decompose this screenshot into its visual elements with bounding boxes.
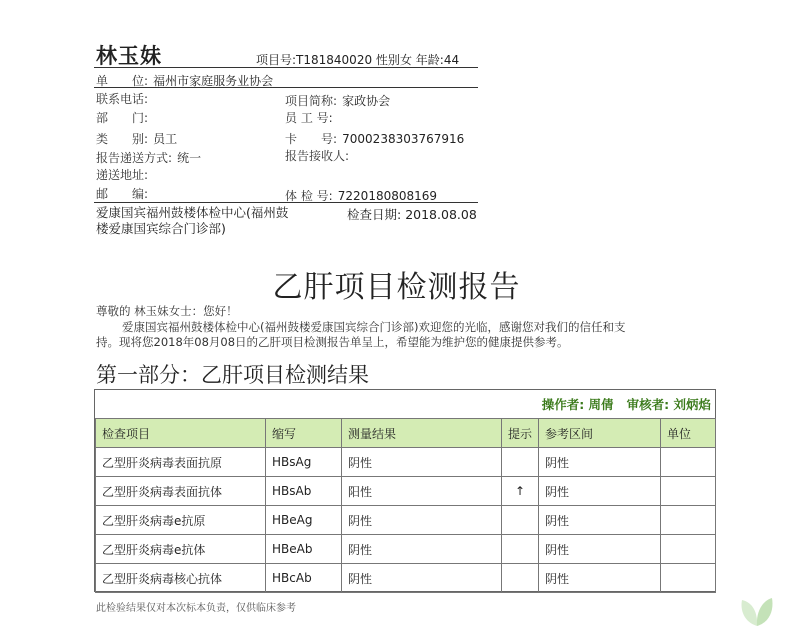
divider	[94, 202, 478, 203]
cell-abbr: HBsAg	[266, 448, 342, 477]
age: 44	[443, 53, 460, 67]
section-title: 第一部分：乙肝项目检测结果	[96, 363, 369, 387]
cell-reference: 阴性	[539, 506, 661, 535]
cell-item: 乙型肝炎病毒表面抗体	[96, 477, 266, 506]
cell-result: 阴性	[342, 535, 502, 564]
cell-hint	[502, 535, 539, 564]
col-header-hint: 提示	[502, 419, 539, 448]
table-row	[96, 477, 716, 506]
patient-name: 林玉妹	[96, 44, 162, 68]
footnote: 此检验结果仅对本次标本负责，仅供临床参考	[96, 603, 296, 614]
reviewer-label: 审核者:	[626, 397, 670, 412]
receiver-label: 报告接收人:	[285, 149, 350, 163]
table-row	[96, 564, 716, 593]
col-header-result: 测量结果	[342, 419, 502, 448]
cell-item: 乙型肝炎病毒e抗原	[96, 506, 266, 535]
body-line-2: 持。现将您2018年08月08日的乙肝项目检测报告单呈上，希望能为维护您的健康提供参考。	[96, 335, 569, 349]
cell-hint	[502, 448, 539, 477]
postcode-label: 邮 编:	[96, 187, 149, 201]
age-label: 年龄:	[415, 53, 444, 67]
cell-result: 阴性	[342, 506, 502, 535]
cell-unit	[661, 535, 716, 564]
cell-abbr: HBeAb	[266, 535, 342, 564]
exam-no-value: 7220180808169	[337, 189, 438, 203]
project-abbr-row	[285, 90, 390, 109]
delivery-value: 统一	[177, 151, 202, 165]
cell-reference: 阴性	[539, 564, 661, 593]
header-info	[256, 51, 459, 68]
cell-unit	[661, 564, 716, 593]
card-label: 卡 号:	[285, 132, 338, 146]
item-no-label: 项目号:	[256, 53, 297, 67]
cell-unit	[661, 506, 716, 535]
leaf-logo-icon	[738, 592, 776, 628]
date-value: 2018.08.08	[405, 207, 477, 222]
reviewer-value: 刘炳焰	[673, 397, 711, 412]
cell-reference: 阴性	[539, 477, 661, 506]
unit-label: 单 位:	[96, 74, 149, 88]
cell-item: 乙型肝炎病毒核心抗体	[96, 564, 266, 593]
category-value: 员工	[153, 132, 178, 146]
operator-label: 操作者:	[541, 397, 585, 412]
unit-value: 福州市家庭服务业协会	[153, 74, 274, 88]
date-label: 检查日期:	[347, 207, 402, 222]
cell-result: 阴性	[342, 564, 502, 593]
cell-hint	[502, 564, 539, 593]
cell-reference: 阴性	[539, 448, 661, 477]
phone-label: 联系电话:	[96, 92, 149, 106]
date-row	[347, 205, 477, 223]
card-row	[285, 128, 464, 147]
table-row	[96, 535, 716, 564]
item-no: T181840020	[296, 53, 373, 67]
col-header-reference: 参考区间	[539, 419, 661, 448]
employee-no-label: 员 工 号:	[285, 111, 333, 125]
col-header-abbr: 缩写	[266, 419, 342, 448]
col-header-item: 检查项目	[96, 419, 266, 448]
col-header-unit: 单位	[661, 419, 716, 448]
cell-unit	[661, 448, 716, 477]
category-row	[96, 128, 177, 147]
cell-abbr: HBeAg	[266, 506, 342, 535]
address-label: 递送地址:	[96, 168, 149, 182]
dept-label: 部 门:	[96, 111, 149, 125]
greeting: 尊敬的 林玉妹女士：您好！	[96, 304, 238, 318]
body-line-1: 爱康国宾福州鼓楼体检中心(福州鼓楼爱康国宾综合门诊部)欢迎您的光临，感谢您对我们的信任和支	[122, 320, 626, 334]
cell-result: 阴性	[342, 448, 502, 477]
operator-line	[542, 395, 711, 413]
category-label: 类 别:	[96, 132, 149, 146]
delivery-label: 报告递送方式:	[96, 151, 173, 165]
cell-hint: ↑	[502, 477, 539, 506]
operator-value: 周倩	[588, 397, 614, 412]
cell-abbr: HBsAb	[266, 477, 342, 506]
exam-center: 爱康国宾福州鼓楼体检中心(福州鼓楼爱康国宾综合门诊部)	[96, 205, 289, 236]
results-panel	[94, 389, 716, 592]
cell-abbr: HBcAb	[266, 564, 342, 593]
gender-label: 性别	[375, 53, 400, 67]
project-abbr-label: 项目简称:	[285, 94, 338, 108]
divider	[94, 67, 478, 68]
cell-hint	[502, 506, 539, 535]
cell-reference: 阴性	[539, 535, 661, 564]
exam-no-label: 体 检 号:	[285, 189, 333, 203]
cell-result: 阳性	[342, 477, 502, 506]
cell-item: 乙型肝炎病毒e抗体	[96, 535, 266, 564]
report-title: 乙肝项目检测报告	[272, 270, 521, 305]
gender: 女	[399, 53, 412, 67]
delivery-row	[96, 147, 201, 166]
card-value: 7000238303767916	[342, 132, 465, 146]
divider	[94, 87, 478, 88]
table-header-row	[96, 419, 716, 448]
cell-item: 乙型肝炎病毒表面抗原	[96, 448, 266, 477]
project-abbr-value: 家政协会	[342, 94, 391, 108]
table-row	[96, 448, 716, 477]
results-table	[95, 418, 716, 593]
cell-unit	[661, 477, 716, 506]
table-row	[96, 506, 716, 535]
